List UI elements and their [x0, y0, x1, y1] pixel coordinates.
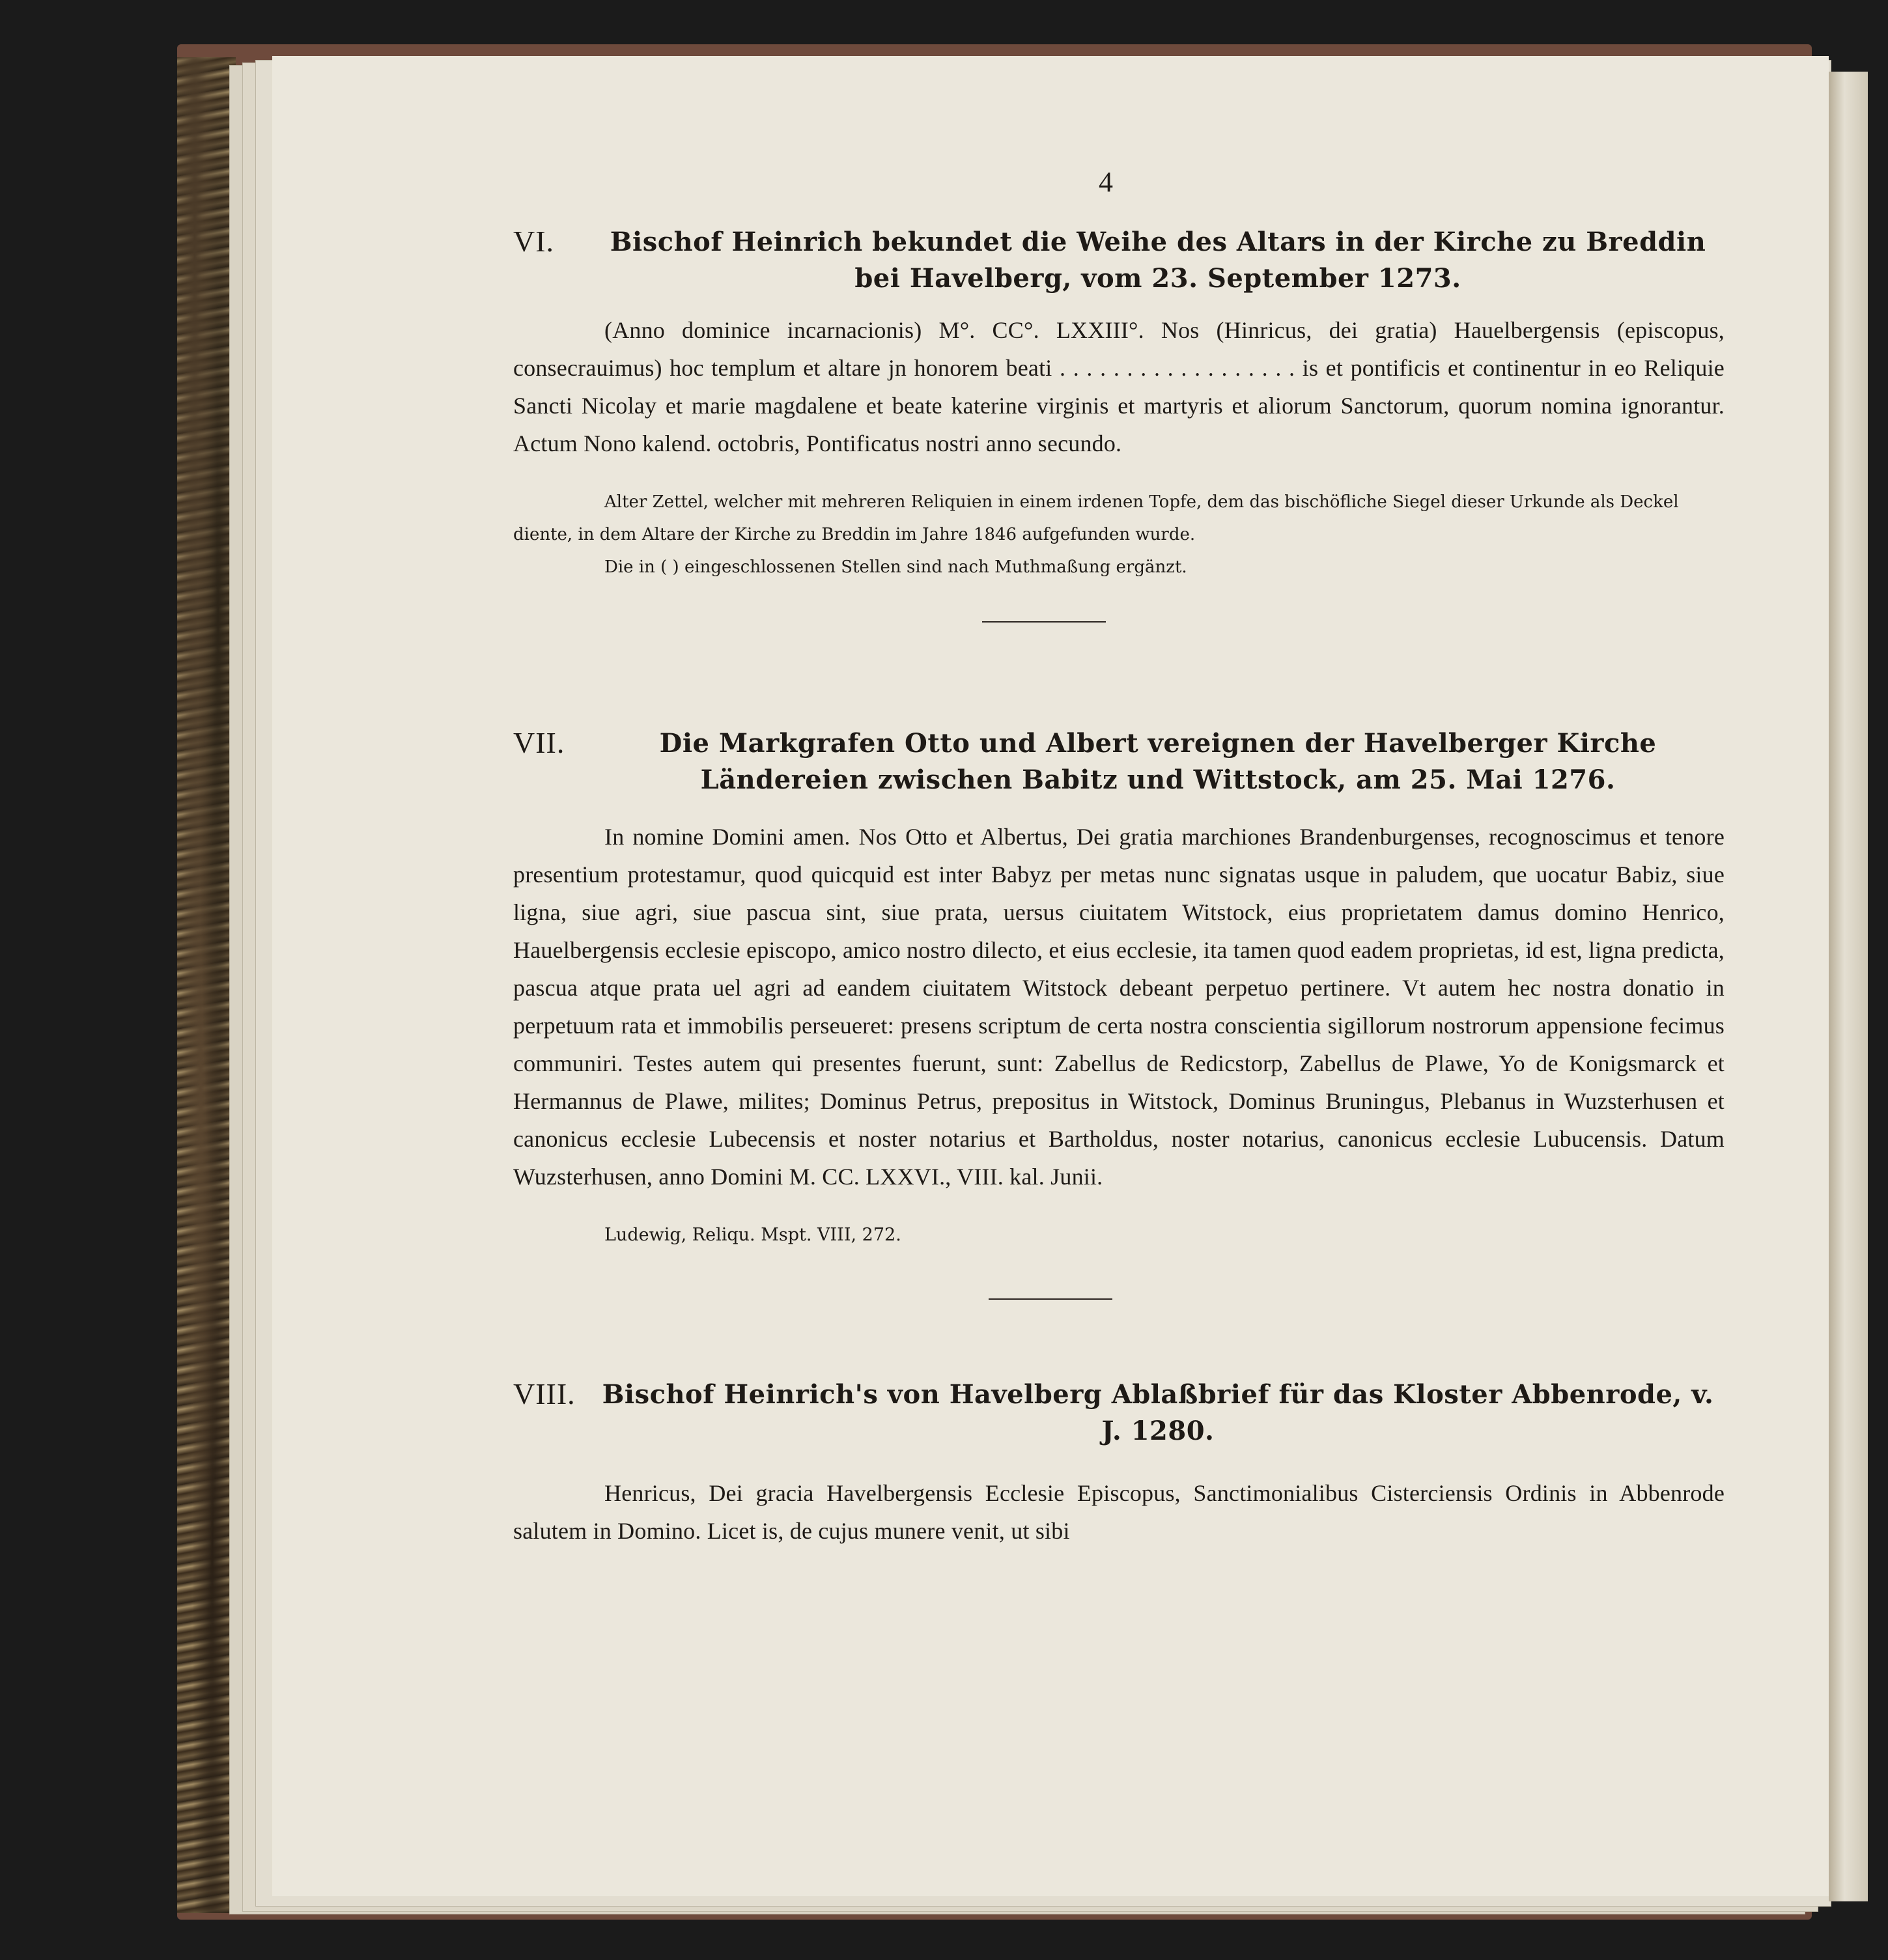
document-vii: [513, 725, 1725, 1252]
source-citation: Ludewig, Reliqu. Mspt. VIII, 272.: [604, 1225, 901, 1245]
document-numeral: VI.: [513, 225, 555, 258]
page-number: 4: [1099, 166, 1113, 198]
note: Die in ( ) eingeschlossenen Stellen sind nach Muthmaßung ergänzt.: [604, 557, 1187, 577]
document-heading: [513, 725, 1725, 798]
section-divider: [982, 621, 1106, 623]
document-vi: [513, 224, 1725, 583]
marbled-endpaper: [177, 57, 236, 1913]
document-text: In nomine Domini amen. Nos Otto et Albertus, Dei gratia marchiones Brandenburgenses, recognoscimus et tenore presentium protestamur, quod quicquid est inter Babyz per metas nunc signatas usque in paludem, que uocatur Babiz, siue ligna, siue agri, siue pascua sint, siue prata, uersus ciuitatem Witstock, eius proprietatem damus domino Henrico, Hauelbergensis ecclesie episcopo, amico nostro dilecto, et eius ecclesie, ita tamen quod eadem proprietas, id est, ligna predicta, pascua atque prata uel agri ad eandem ciuitatem Witstock debeant perpetuo pertinere. Vt autem hec nostra donatio in perpetuum rata et immobilis perseueret: presens scriptum de certa nostra conscientia sigillorum nostrorum appensione fecimus communiri. Testes autem qui presentes fuerunt, sunt: Zabellus de Redicstorp, Zabellus de Plawe, Yo de Konigsmarck et Hermannus de Plawe, milites; Dominus Petrus, prepositus in Witstock, Dominus Bruningus, Plebanus in Wuzsterhusen et canonicus ecclesie Lubecensis et noster notarius et Bartholdus, noster notarius, canonicus ecclesie Lubucensis. Datum Wuzsterhusen, anno Domini M. CC. LXXVI., VIII. kal. Junii.: [513, 824, 1725, 1190]
page-content: [513, 165, 1725, 1573]
document-title: Bischof Heinrich bekundet die Weihe des Altars in der Kirche zu Breddin bei Havelberg, vom 23. September 1273.: [610, 227, 1706, 294]
document-text: Henricus, Dei gracia Havelbergensis Ecclesie Episcopus, Sanctimonialibus Cisterciensis Ordinis in Abbenrode salutem in Domino. Licet is, de cujus munere venit, ut sibi: [513, 1480, 1725, 1544]
book-page: [272, 56, 1829, 1896]
document-viii: [513, 1377, 1725, 1550]
document-title: Bischof Heinrich's von Havelberg Ablaßbrief für das Kloster Abbenrode, v. J. 1280.: [602, 1379, 1714, 1446]
document-title: Die Markgrafen Otto und Albert vereignen der Havelberger Kirche Ländereien zwischen Babitz und Wittstock, am 25. Mai 1276.: [659, 728, 1657, 795]
document-numeral: VIII.: [513, 1377, 576, 1410]
book-gutter: [1829, 72, 1868, 1901]
document-numeral: VII.: [513, 726, 565, 759]
document-heading: [513, 224, 1725, 297]
section-divider: [989, 1298, 1112, 1300]
document-heading: [513, 1377, 1725, 1449]
document-notes: [513, 486, 1725, 583]
document-text: (Anno dominice incarnacionis) M°. CC°. LXXIII°. Nos (Hinricus, dei gratia) Hauelbergensis (episcopus, consecrauimus) hoc templum et altare jn honorem beati . . . . . . . . . . . . . . . . . . is et pontificis et continentur in eo Reliquie Sancti Nicolay et marie magdalene et beate katerine virginis et martyris et aliorum Sanctorum, quorum nomina ignorantur. Actum Nono kalend. octobris, Pontificatus nostri anno secundo.: [513, 317, 1725, 456]
note: Alter Zettel, welcher mit mehreren Reliquien in einem irdenen Topfe, dem das bischöfliche Siegel dieser Urkunde als Deckel diente, in dem Altare der Kirche zu Breddin im Jahre 1846 aufgefunden wurde.: [513, 492, 1679, 544]
